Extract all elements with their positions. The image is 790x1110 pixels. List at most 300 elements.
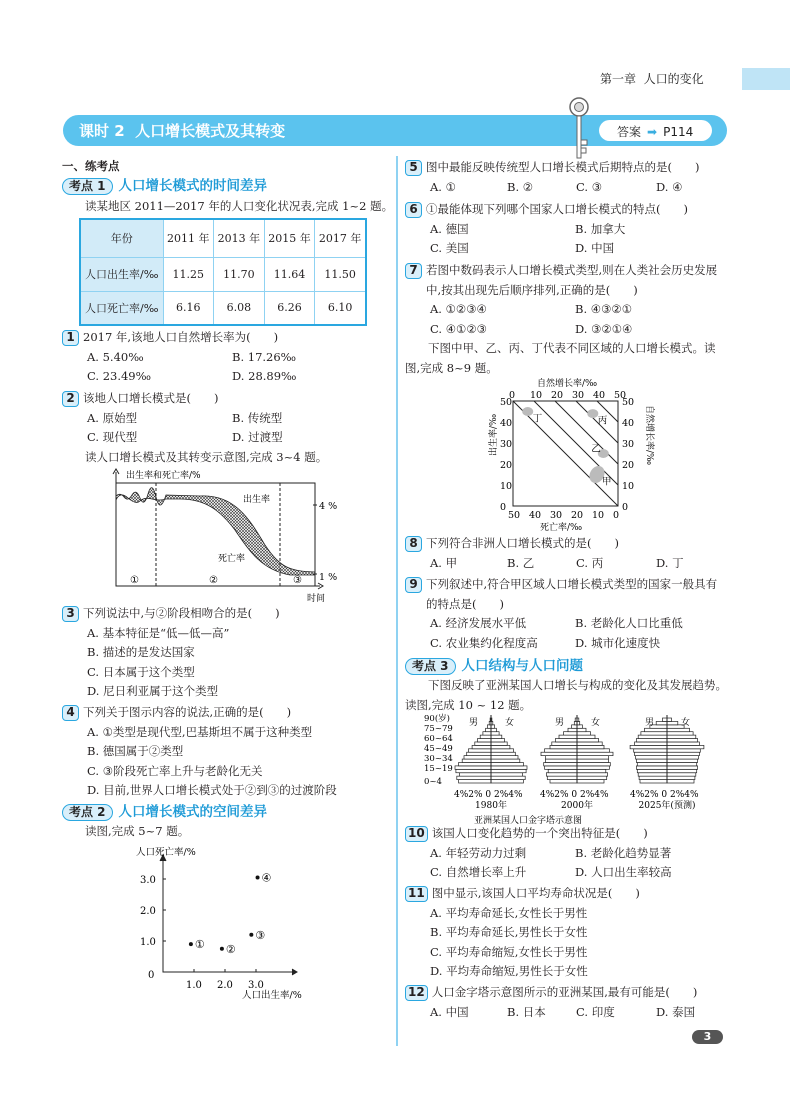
x-tick-label: 40 [529,510,542,521]
intro-q1-2: 读某地区 2011—2017 年的人口变化状况表,完成 1~2 题。 [85,199,394,213]
question-stem [405,200,727,220]
age-label: 90(岁) [424,714,450,724]
y-tick-label: 30 [500,439,513,450]
death-rate-label: 死亡率 [218,554,246,564]
option-D[interactable]: D. 城市化速度快 [575,635,661,650]
pyramid-bar-male [467,752,491,755]
pyramid-bar-female [491,762,523,765]
pyramid-bar-female [667,769,697,772]
option-D[interactable]: D. 目前,世界人口增长模式处于②到③的过渡阶段 [87,783,337,798]
question-1 [62,328,395,387]
question-9 [405,575,727,653]
pyramid-bar-female [667,718,672,721]
pyramid-year-label: 2000年 [561,801,593,811]
pyramid-bar-female [491,728,496,731]
answer-label: 答案 [617,125,642,139]
question-number-badge: 12 [405,985,428,1001]
origin-label: 0 [148,970,155,981]
question-stem [405,534,727,554]
question-number-badge: 2 [62,391,79,407]
table-cell: 11.25 [163,257,214,291]
top-tick-label: 30 [572,390,585,401]
kaodian-title: 人口结构与人口问题 [461,658,584,674]
table-cell: 6.16 [163,291,214,325]
pyramid-bar-female [491,725,495,728]
pyramid-bar-female [577,752,613,755]
female-label: 女 [505,718,515,728]
pyramid-bar-female [491,735,502,738]
pyramid-bar-female [667,752,699,755]
pyramid-bar-male [640,780,667,783]
table-cell: 人口出生率/‰ [80,257,163,291]
y2-tick-label: 50 [622,397,635,408]
option-A[interactable]: A. 平均寿命延长,女性长于男性 [430,905,588,920]
y2-tick-label: 0 [622,502,629,513]
pyramid-x-ticks: 4%2% 0 2%4% [540,790,609,800]
options [405,1003,727,1023]
pyramid-bar-male [636,766,667,769]
option-D[interactable]: D. 尼日利亚属于这个类型 [87,684,219,699]
question-number-badge: 5 [405,160,422,176]
options [405,220,727,259]
pyramid-bar-male [486,728,491,731]
options [405,614,727,653]
arrow-right-icon: ➡ [647,125,658,139]
top-axis-title: 自然增长率/‰ [537,379,598,389]
female-label: 女 [591,718,601,728]
option-A[interactable]: A. 5.40‰ [87,349,144,364]
question-number-badge: 8 [405,536,422,552]
pyramid-bar-male [635,742,667,745]
option-B[interactable]: B. 传统型 [232,410,283,425]
option-C[interactable]: C. 现代型 [87,430,138,445]
question-3 [62,604,395,702]
option-D[interactable]: D. 泰国 [656,1004,696,1019]
page-number: 3 [692,1030,723,1044]
pyramid-bar-male [469,749,492,752]
kaodian-2 [62,803,395,823]
option-B[interactable]: B. 乙 [507,555,535,570]
option-C[interactable]: C. 美国 [430,241,469,256]
pyramid-bar-male [645,728,668,731]
options [405,904,727,982]
kaodian-1 [62,177,395,197]
table-header: 2011 年 [163,219,214,257]
pyramid-bar-female [577,739,599,742]
pyramid-bar-male [545,766,577,769]
point-label: ③ [255,928,266,942]
pyramid-bar-male [464,756,491,759]
pyramid-bar-male [636,759,667,762]
option-A[interactable]: A. 原始型 [87,410,138,425]
y-axis-label: 出生率/‰ [489,413,499,457]
option-A[interactable]: A. 甲 [430,555,458,570]
x-tick-label: 0 [613,510,620,521]
intro-q3-4: 读人口增长模式及其转变示意图,完成 3~4 题。 [85,450,328,464]
pyramid-bar-male [483,732,491,735]
question-5 [405,158,727,197]
y-axis-label: 出生率和死亡率/% [126,471,201,481]
male-label: 男 [469,718,479,728]
x-axis-label: 人口出生率/% [242,990,302,1001]
pyramid-bar-female [667,745,704,748]
table-cell: 11.70 [214,257,265,291]
pyramid-bar-male [455,766,491,769]
question-number-badge: 4 [62,705,79,721]
y-tick-label: 0 [500,502,507,513]
pyramid-bar-male [638,735,667,738]
pyramid-bar-male [480,735,491,738]
pyramid-bar-female [491,732,499,735]
kaodian-title: 人口增长模式的空间差异 [118,804,268,820]
tick-1pct: 1 % [319,572,338,583]
axis-arrows [160,855,297,975]
options [62,348,395,387]
pyramid-bar-female [491,773,523,776]
pyramid-bar-female [667,721,678,724]
pyramid-bar-male [472,745,491,748]
option-D[interactable]: D. 平均寿命缩短,男性长于女性 [430,964,588,979]
pyramid-bar-male [546,759,578,762]
option-C[interactable]: C. 印度 [576,1004,615,1019]
table-row [80,291,366,325]
pyramid-bar-female [491,749,514,752]
pyramid-bar-male [460,773,492,776]
options [62,723,395,801]
pyramid-bar-male [546,756,578,759]
pyramid-bar-female [667,762,697,765]
table-header: 2017 年 [315,219,366,257]
chapter-tab [742,68,790,90]
stage-label: ① [130,575,139,586]
pyramid-bar-male [564,732,578,735]
point-label: ④ [261,871,272,885]
pyramid-bar-male [544,762,577,765]
x-tick-label: 2.0 [217,980,233,991]
pyramid-bar-male [639,776,667,779]
option-C[interactable]: C. 平均寿命缩短,女性长于男性 [430,944,588,959]
question-stem [405,983,727,1003]
option-C[interactable]: C. ③ [576,179,603,194]
pyramid-bar-female [491,759,520,762]
question-7 [405,261,727,339]
growth-rate-line [534,401,618,485]
x-tick-label: 50 [508,510,521,521]
pyramid-bar-male [637,762,667,765]
y2-axis-label: 自然增长率/‰ [644,404,654,466]
section-heading: 一、练考点 [62,159,120,173]
question-stem [405,575,727,614]
question-4 [62,703,395,801]
table-header-row [80,219,366,257]
option-D[interactable]: D. ④ [656,179,683,194]
pyramid-bar-female [577,780,604,783]
region-label: 甲 [602,476,612,488]
option-C[interactable]: C. 日本属于这个类型 [87,664,195,679]
pyramid-bar-male [636,756,668,759]
female-label: 女 [681,718,691,728]
option-B[interactable]: B. 老龄化趋势显著 [575,845,672,860]
age-label: 75~79 [424,724,453,734]
pyramid-bar-male [636,739,667,742]
pyramid-bar-female [667,780,694,783]
question-text: 若图中数码表示人口增长模式类型,则在人类社会历史发展中,按其出现先后顺序排列,正确的是( ) [426,263,718,297]
question-text: 图中显示,该国人口平均寿命状况是( ) [431,886,640,900]
intro-q5-7: 读图,完成 5~7 题。 [85,824,190,838]
option-C[interactable]: C. ③阶段死亡率上升与老龄化无关 [87,763,263,778]
pyramid-bar-female [667,728,690,731]
x-axis-label: 死亡率/‰ [540,523,583,533]
lesson-title-bar [63,115,727,146]
option-B[interactable]: B. 日本 [507,1004,546,1019]
pyramid-bar-female [667,759,698,762]
lesson-title: 课时 2 人口增长模式及其转变 [79,122,286,140]
pyramid-bar-female [577,732,591,735]
kaodian-3 [405,657,727,677]
question-12 [405,983,727,1022]
options [405,178,727,198]
options [62,409,395,448]
option-D[interactable]: D. ③②①④ [575,321,633,336]
pyramid-bar-female [491,756,518,759]
pyramid-bar-female [577,745,604,748]
pyramid-bar-male [547,776,577,779]
y-tick-label: 20 [500,460,513,471]
answer-link[interactable] [599,120,712,141]
birth-death-scatter-chart [120,840,320,1005]
y-tick-label: 3.0 [140,875,156,886]
y2-tick-label: 30 [622,439,635,450]
question-stem [405,884,727,904]
question-stem [405,824,727,844]
x-tick-label: 20 [571,510,584,521]
pyramid-bar-male [630,745,667,748]
data-point [189,942,193,946]
y-tick-label: 1.0 [140,937,156,948]
option-A[interactable]: A. ①类型是现代型,巴基斯坦不属于这种类型 [87,724,313,739]
top-tick-label: 10 [530,390,543,401]
question-text: 图中最能反映传统型人口增长模式后期特点的是( ) [426,160,700,174]
option-D[interactable]: D. 丁 [656,555,684,570]
pyramid-bar-male [641,732,667,735]
y2-tick-label: 40 [622,418,635,429]
pyramid-bar-male [548,769,577,772]
option-D[interactable]: D. 中国 [575,241,615,256]
option-C[interactable]: C. ④①②③ [430,321,487,336]
pyramid-caption: 亚洲某国人口金字塔示意图 [474,816,583,824]
option-B[interactable]: B. 17.26‰ [232,349,297,364]
region-label: 丙 [597,415,608,427]
kaodian-tag: 考点 3 [405,658,456,675]
option-A[interactable]: A. 基本特征是“低—低—高” [87,625,230,640]
option-A[interactable]: A. 中国 [430,1004,469,1019]
top-tick-label: 50 [614,390,627,401]
pyramid-bar-male [475,742,491,745]
pyramid-bar-male [572,725,577,728]
answer-page: P114 [663,125,694,139]
question-number-badge: 11 [405,886,428,902]
question-10 [405,824,727,883]
table-cell: 6.10 [315,291,366,325]
x-tick-label: 10 [592,510,605,521]
question-text: 该地人口增长模式是( ) [83,391,219,405]
option-B[interactable]: B. 平均寿命延长,男性长于女性 [430,925,588,940]
question-number-badge: 6 [405,202,422,218]
pyramid-bar-female [491,780,523,783]
option-A[interactable]: A. 德国 [430,221,469,236]
top-tick-label: 20 [551,390,564,401]
pyramid-bar-female [667,739,698,742]
table-header: 2015 年 [264,219,315,257]
question-stem [405,158,727,178]
column-divider [396,156,398,1046]
pyramid-bar-male [555,739,577,742]
pyramid-bar-male [550,745,577,748]
option-D[interactable]: D. 过渡型 [232,430,283,445]
pyramid-bar-male [459,780,491,783]
question-number-badge: 9 [405,577,422,593]
pyramid-bar-male [487,725,491,728]
pyramid-bar-male [456,769,491,772]
population-pyramids [415,712,725,824]
birth-death-gap-area [116,488,315,575]
question-text: 下列关于图示内容的说法,正确的是( ) [83,705,292,719]
point-label: ② [225,942,236,956]
age-label: 15~19 [424,764,453,774]
point-label: ① [194,938,205,952]
table-cell: 11.50 [315,257,366,291]
pyramid-bar-female [667,766,698,769]
chapter-header: 第一章 人口的变化 [600,72,704,86]
natural-growth-chart [485,375,655,535]
question-number-badge: 1 [62,330,79,346]
pyramid-bar-female [667,732,693,735]
table-cell: 6.26 [264,291,315,325]
question-stem [62,389,395,409]
y2-tick-label: 20 [622,460,635,471]
pyramid-bar-female [577,749,609,752]
pyramid-bar-male [634,749,667,752]
question-text: ①最能体现下列哪个国家人口增长模式的特点( ) [426,202,688,216]
option-B[interactable]: B. 老龄化人口比重低 [575,616,683,631]
table-cell: 11.64 [264,257,315,291]
option-D[interactable]: D. 人口出生率较高 [575,865,672,880]
question-text: 下列说法中,与②阶段相吻合的是( ) [83,606,280,620]
option-B[interactable]: B. ④③②① [575,302,633,317]
y-axis-label: 人口死亡率/% [136,847,196,858]
option-A[interactable]: A. ①②③④ [430,302,487,317]
option-B[interactable]: B. 德国属于②类型 [87,744,184,759]
pyramid-bar-female [577,756,609,759]
pyramid-bar-male [656,721,667,724]
age-label: 60~64 [424,734,453,744]
pyramid-bar-male [545,749,577,752]
pyramid-bar-female [667,776,695,779]
pyramid-bar-female [577,742,602,745]
option-C[interactable]: C. 自然增长率上升 [430,865,527,880]
y-tick-label: 10 [500,481,513,492]
question-text: 人口金字塔示意图所示的亚洲某国,最有可能是( ) [431,985,698,999]
option-D[interactable]: D. 28.89‰ [232,369,297,384]
option-A[interactable]: A. ① [430,179,456,194]
pyramid-bar-male [459,762,491,765]
pyramid-bar-female [491,745,510,748]
option-C[interactable]: C. 农业集约化程度高 [430,635,538,650]
table-cell: 人口死亡率/‰ [80,291,163,325]
question-stem [62,328,395,348]
option-B[interactable]: B. 描述的是发达国家 [87,645,195,660]
intro-q8-9: 下图中甲、乙、丙、丁代表不同区域的人口增长模式。读图,完成 8~9 题。 [405,341,716,375]
option-C[interactable]: C. 23.49‰ [87,369,152,384]
pyramid-bar-female [577,725,582,728]
kaodian-title: 人口增长模式的时间差异 [118,178,268,194]
pyramid-bar-female [577,728,586,731]
y-tick-label: 50 [500,397,513,408]
options [405,554,727,574]
region-blob [587,409,598,418]
x-tick-label: 3.0 [248,980,264,991]
pyramid-bar-female [667,756,699,759]
pyramid-x-ticks: 4%2% 0 2%4% [454,790,523,800]
pyramid-bar-female [667,773,696,776]
stage-label: ② [209,575,218,586]
option-B[interactable]: B. ② [507,179,534,194]
growth-model-figure [100,465,345,610]
pyramid-bar-male [462,759,491,762]
options [62,624,395,702]
top-tick-label: 40 [593,390,606,401]
option-B[interactable]: B. 加拿大 [575,221,626,236]
top-tick-label: 0 [509,390,516,401]
pyramid-bar-female [491,752,515,755]
pyramid-bar-male [638,773,667,776]
table-header: 年份 [80,219,163,257]
pyramid-bar-female [491,742,507,745]
male-label: 男 [555,718,565,728]
pyramid-bar-female [577,766,609,769]
option-A[interactable]: A. 年轻劳动力过剩 [430,845,527,860]
question-text: 该国人口变化趋势的一个突出特征是( ) [431,826,648,840]
option-C[interactable]: C. 丙 [576,555,604,570]
data-point [220,947,224,951]
tick-4pct: 4 % [319,501,338,512]
region-label: 丁 [532,413,543,425]
question-text: 下列符合非洲人口增长模式的是( ) [426,536,619,550]
key-icon [566,96,592,162]
age-label: 30~34 [424,754,453,764]
question-stem [62,703,395,723]
y-tick-label: 2.0 [140,906,156,917]
pyramid-bar-female [577,773,608,776]
table-header: 2013 年 [214,219,265,257]
pyramid-bar-male [550,780,577,783]
kaodian-tag: 考点 1 [62,178,113,195]
pyramid-bar-female [491,769,526,772]
table-row [80,257,366,291]
table-cell: 6.08 [214,291,265,325]
question-11 [405,884,727,982]
pyramid-bar-female [667,735,696,738]
pyramid-bar-male [637,769,667,772]
y-tick-label: 40 [500,418,513,429]
option-A[interactable]: A. 经济发展水平低 [430,616,527,631]
pyramid-bar-male [546,773,577,776]
pyramid-bar-male [478,739,492,742]
question-number-badge: 7 [405,263,422,279]
kaodian-tag: 考点 2 [62,804,113,821]
pyramid-bar-female [577,769,606,772]
pyramid-year-label: 1980年 [475,801,507,811]
